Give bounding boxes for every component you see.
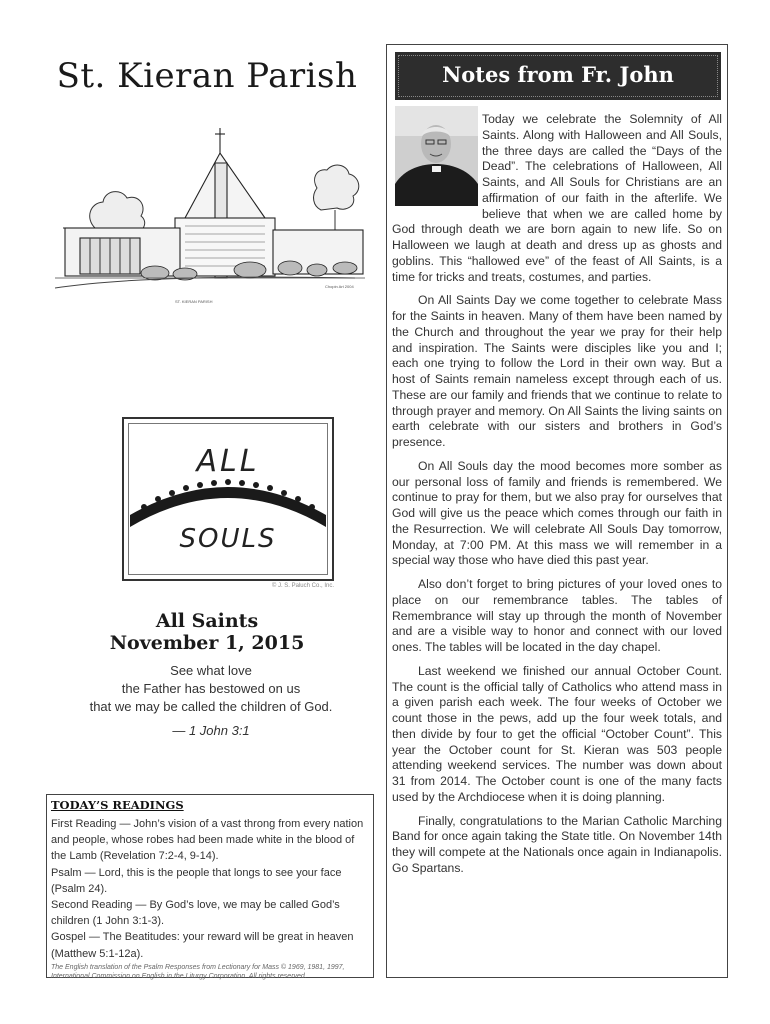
verse-reference: — 1 John 3:1 bbox=[172, 723, 250, 738]
notes-banner bbox=[395, 52, 721, 100]
badge-word-all: ALL bbox=[196, 444, 260, 479]
lectionary-copyright: The English translation of the Psalm Responses from Lectionary for Mass © 1969, 1981, 1997, International Commission on English in the Liturgy Corporation. All rights reserved. bbox=[51, 963, 345, 980]
badge-word-souls: SOULS bbox=[179, 524, 277, 554]
notes-title: Notes from Fr. John bbox=[442, 62, 674, 87]
notes-paragraph: On All Souls day the mood becomes more somber as our personal loss of family and friends is remembered. We continue to pray for them, but we also pray for ourselves that God will give us the peace which comes through our faith in the Resurrection. We will celebrate All Souls Day tomorrow, Monday, at 7:00 PM. At this mass we will remember in a special way those who have died this past year. bbox=[392, 458, 722, 568]
verse-line: that we may be called the children of God. bbox=[89, 699, 333, 714]
church-drawing-caption: ST. KIERAN PARISH bbox=[175, 299, 213, 304]
parish-title: St. Kieran Parish bbox=[56, 56, 358, 96]
second-reading: Second Reading — By God’s love, we may be called God’s children (1 John 3:1-3). bbox=[51, 899, 340, 928]
scripture-verse bbox=[52, 662, 370, 716]
first-reading: First Reading — John’s vision of a vast throng from every nation and people, whose robes had been made white in the blood of the Lamb (Revelation 7:2-4, 9-14). bbox=[51, 818, 364, 863]
notes-paragraph: Also don’t forget to bring pictures of your loved ones to place on our remembrance tables. The tables of Remembrance will stay up through the month of November and are a visible way to honor and connect with our loved ones. The tables will be located in the day chapel. bbox=[392, 577, 722, 654]
todays-readings-box bbox=[46, 794, 374, 978]
psalm-reading: Psalm — Lord, this is the people that longs to see your face (Psalm 24). bbox=[51, 866, 342, 895]
gospel-reading: Gospel — The Beatitudes: your reward will be great in heaven (Matthew 5:1-12a). bbox=[51, 931, 354, 960]
feast-date: November 1, 2015 bbox=[109, 632, 305, 654]
notes-paragraph: Last weekend we finished our annual October Count. The count is the official tally of Catholics who attend mass in a given parish each week. The four weeks of October we count those in the pews, add up the four week totals, and then divide by four to get the official “October Count”. This year the October count for St. Kieran was 503 people attending weekend services. The number was down about 31 from 2014. The October count is one of the many facts used by the Archdiocese when it is doing planning. bbox=[392, 663, 722, 804]
feast-title: All Saints bbox=[155, 610, 259, 632]
artist-signature: Chopin Art 2004 bbox=[325, 284, 354, 289]
all-souls-badge bbox=[122, 417, 334, 581]
verse-line: See what love bbox=[170, 663, 252, 678]
notes-article bbox=[392, 112, 722, 885]
church-illustration bbox=[55, 118, 370, 318]
badge-copyright: © J. S. Paluch Co., Inc. bbox=[271, 583, 334, 589]
notes-paragraph: On All Saints Day we come together to celebrate Mass for the Saints in heaven. Many of them have been named by the Church and throughout the year we pray for their help and inspiration. The Saints were disciples like you and I; each one trying to follow the Lord in their own way. But a host of Saints remain nameless except through each of us. These are our family and friends that we continue to relate to through prayer and memory. On All Saints the living saints on earth celebrate with our sisters and brothers in God’s presence. bbox=[392, 293, 722, 449]
notes-paragraph: Finally, congratulations to the Marian Catholic Marching Band for once again taking the State title. On November 14th they will compete at the Nationals once again in Indianapolis. Go Spartans. bbox=[392, 813, 722, 875]
verse-line: the Father has bestowed on us bbox=[121, 681, 301, 696]
notes-paragraph: Today we celebrate the Solemnity of All Saints. Along with Halloween and All Souls, the three days are called the “Days of the Dead”. The celebrations of Halloween, All Saints, and All Souls for Christians are an affirmation of our faith in the afterlife. We believe that when we are called home by God through death we are born again to new life. So on Halloween we laugh at death and dress up as ghosts and goblins. This “hallowed eve” of the feast of All Saints, is a time for tricks and treats, costumes, and parties. bbox=[392, 112, 722, 284]
readings-heading: TODAY’S READINGS bbox=[51, 798, 184, 812]
